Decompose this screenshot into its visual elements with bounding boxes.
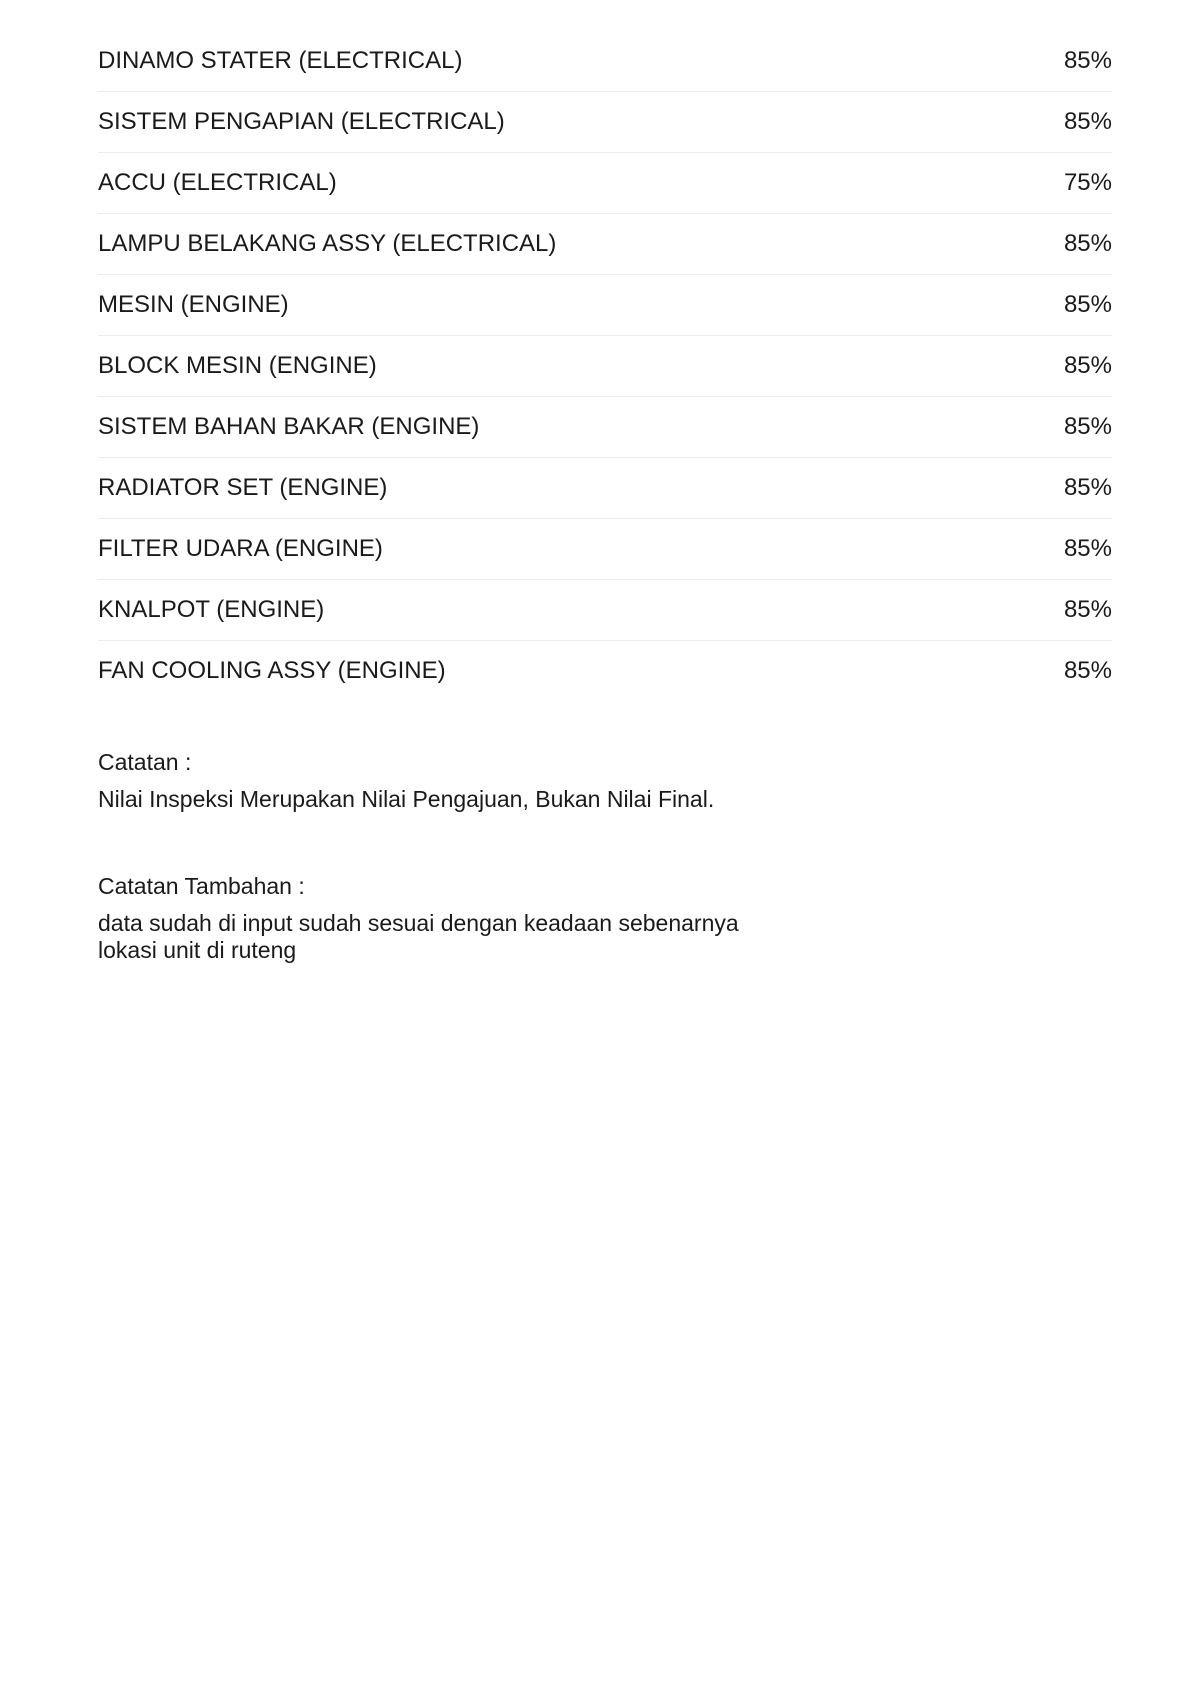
inspection-item-name: FAN COOLING ASSY (ENGINE) bbox=[98, 657, 446, 684]
inspection-item-score: 85% bbox=[1016, 336, 1112, 397]
table-row bbox=[98, 31, 1112, 92]
inspection-table bbox=[98, 31, 1112, 701]
inspection-item-name: DINAMO STATER (ELECTRICAL) bbox=[98, 31, 1016, 92]
catatan-tambahan-section bbox=[98, 873, 998, 964]
inspection-item-name: MESIN (ENGINE) bbox=[98, 275, 1016, 336]
table-row bbox=[98, 397, 1112, 458]
inspection-item-score: 85% bbox=[1016, 214, 1112, 275]
table-row bbox=[98, 519, 1112, 580]
inspection-item-name: ACCU (ELECTRICAL) bbox=[98, 153, 1016, 214]
inspection-item-score: 85% bbox=[1063, 657, 1112, 684]
inspection-item-name: LAMPU BELAKANG ASSY (ELECTRICAL) bbox=[98, 214, 1016, 275]
inspection-item-name: SISTEM BAHAN BAKAR (ENGINE) bbox=[98, 397, 1016, 458]
catatan-tambahan-text: data sudah di input sudah sesuai dengan keadaan sebenarnya lokasi unit di ruteng bbox=[98, 910, 739, 963]
table-row bbox=[98, 214, 1112, 275]
inspection-item-name: SISTEM PENGAPIAN (ELECTRICAL) bbox=[98, 92, 1016, 153]
catatan-label: Catatan : bbox=[98, 749, 192, 775]
inspection-item-score: 85% bbox=[1016, 580, 1112, 641]
inspection-item-name: RADIATOR SET (ENGINE) bbox=[98, 458, 1016, 519]
catatan-text: Nilai Inspeksi Merupakan Nilai Pengajuan, Bukan Nilai Final. bbox=[98, 786, 715, 812]
table-row bbox=[98, 641, 1112, 702]
inspection-item-score: 85% bbox=[1016, 458, 1112, 519]
inspection-item-score: 75% bbox=[1016, 153, 1112, 214]
inspection-item-name: FILTER UDARA (ENGINE) bbox=[98, 519, 1016, 580]
table-row bbox=[98, 153, 1112, 214]
catatan-tambahan-label: Catatan Tambahan : bbox=[98, 873, 305, 899]
inspection-item-name: KNALPOT (ENGINE) bbox=[98, 580, 1016, 641]
inspection-item-score: 85% bbox=[1016, 397, 1112, 458]
catatan-section bbox=[98, 749, 998, 813]
table-row bbox=[98, 336, 1112, 397]
table-row bbox=[98, 92, 1112, 153]
inspection-item-score: 85% bbox=[1016, 519, 1112, 580]
table-row bbox=[98, 580, 1112, 641]
inspection-item-score: 85% bbox=[1016, 275, 1112, 336]
inspection-item-score: 85% bbox=[1016, 92, 1112, 153]
table-row bbox=[98, 458, 1112, 519]
table-row bbox=[98, 275, 1112, 336]
inspection-item-score: 85% bbox=[1016, 31, 1112, 92]
inspection-item-name: BLOCK MESIN (ENGINE) bbox=[98, 336, 1016, 397]
